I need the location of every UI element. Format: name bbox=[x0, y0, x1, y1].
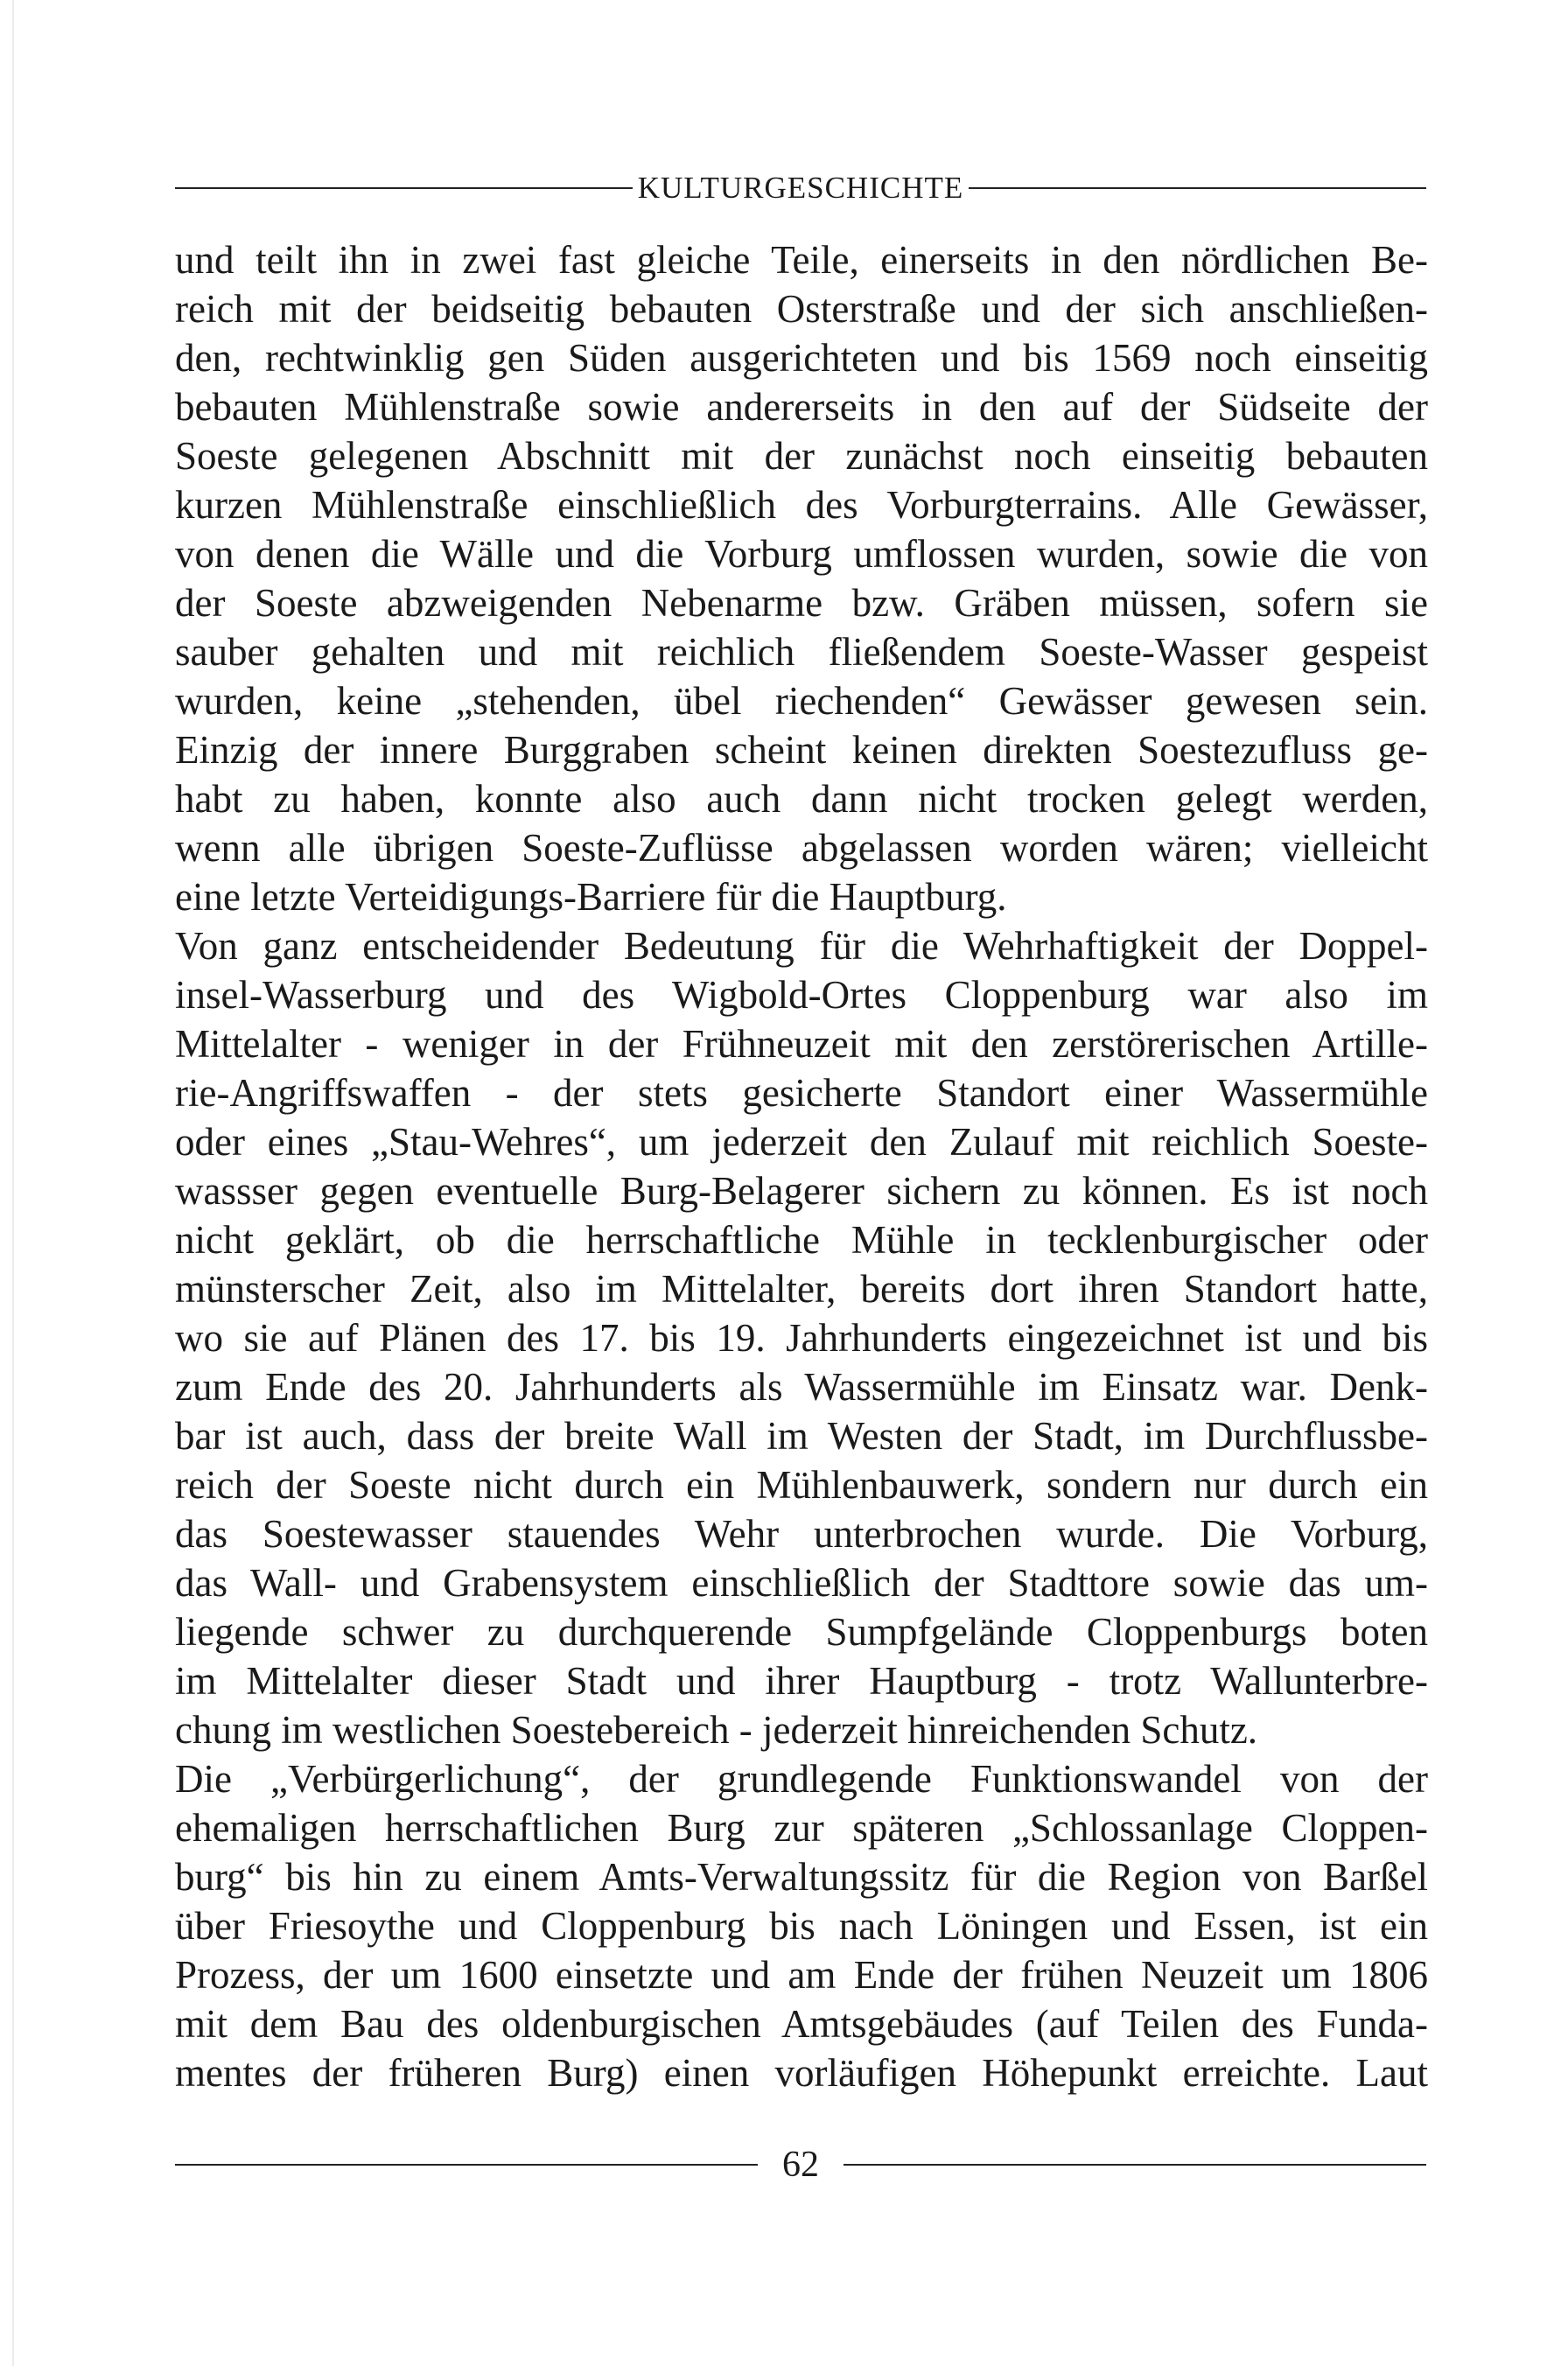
text-line: burg“ bis hin zu einem Amts-Verwaltungssitz für die Region von Barßel bbox=[175, 1855, 1428, 1899]
text-line: insel-Wasserburg und des Wigbold-Ortes Cloppenburg war also im bbox=[175, 973, 1428, 1017]
text-line: münsterscher Zeit, also im Mittelalter, bereits dort ihren Standort hatte, bbox=[175, 1267, 1428, 1311]
text-line: habt zu haben, konnte also auch dann nicht trocken gelegt werden, bbox=[175, 777, 1428, 821]
text-line: mentes der früheren Burg) einen vorläufigen Höhepunkt erreichte. Laut bbox=[175, 2051, 1428, 2095]
text-line: bebauten Mühlenstraße sowie andererseits in den auf der Südseite der bbox=[175, 385, 1428, 429]
text-line: rie-Angriffswaffen - der stets gesicherte Standort einer Wassermühle bbox=[175, 1071, 1428, 1115]
text-line: nicht geklärt, ob die herrschaftliche Mühle in tecklenburgischer oder bbox=[175, 1218, 1428, 1262]
text-line: ehemaligen herrschaftlichen Burg zur späteren „Schlossanlage Cloppen- bbox=[175, 1806, 1428, 1850]
text-line: liegende schwer zu durchquerende Sumpfgelände Cloppenburgs boten bbox=[175, 1610, 1428, 1654]
footer-rule-right bbox=[844, 2164, 1426, 2166]
text-line: kurzen Mühlenstraße einschließlich des Vorburgterrains. Alle Gewässer, bbox=[175, 483, 1428, 527]
running-title: KULTURGESCHICHTE bbox=[637, 171, 964, 205]
text-line: bar ist auch, dass der breite Wall im Westen der Stadt, im Durchflussbe- bbox=[175, 1414, 1428, 1458]
page-footer bbox=[175, 2138, 1426, 2191]
header-rule-left bbox=[175, 187, 633, 189]
text-line: von denen die Wälle und die Vorburg umflossen wurden, sowie die von bbox=[175, 532, 1428, 576]
text-line: wenn alle übrigen Soeste-Zuflüsse abgelassen worden wären; vielleicht bbox=[175, 826, 1428, 870]
text-line: Einzig der innere Burggraben scheint keinen direkten Soestezufluss ge- bbox=[175, 728, 1428, 772]
page-number: 62 bbox=[782, 2145, 819, 2185]
body-text bbox=[175, 235, 1428, 2097]
text-line: den, rechtwinklig gen Süden ausgerichteten und bis 1569 noch einseitig bbox=[175, 336, 1428, 380]
text-line: Die „Verbürgerlichung“, der grundlegende Funktionswandel von der bbox=[175, 1757, 1428, 1801]
text-line: wassser gegen eventuelle Burg-Belagerer sichern zu können. Es ist noch bbox=[175, 1169, 1428, 1213]
text-line: Mittelalter - weniger in der Frühneuzeit mit den zerstörerischen Artille- bbox=[175, 1022, 1428, 1066]
text-line: wo sie auf Plänen des 17. bis 19. Jahrhunderts eingezeichnet ist und bis bbox=[175, 1316, 1428, 1360]
text-line: das Soestewasser stauendes Wehr unterbrochen wurde. Die Vorburg, bbox=[175, 1512, 1428, 1556]
footer-rule-left bbox=[175, 2164, 758, 2166]
text-line: das Wall- und Grabensystem einschließlich der Stadttore sowie das um- bbox=[175, 1561, 1428, 1605]
text-line: im Mittelalter dieser Stadt und ihrer Hauptburg - trotz Wallunterbre- bbox=[175, 1659, 1428, 1703]
text-line: und teilt ihn in zwei fast gleiche Teile, einerseits in den nördlichen Be- bbox=[175, 238, 1428, 282]
text-line: sauber gehalten und mit reichlich fließendem Soeste-Wasser gespeist bbox=[175, 630, 1428, 674]
text-line: eine letzte Verteidigungs-Barriere für die Hauptburg. bbox=[175, 875, 1007, 919]
text-line: reich mit der beidseitig bebauten Osterstraße und der sich anschließen- bbox=[175, 287, 1428, 331]
text-line: reich der Soeste nicht durch ein Mühlenbauwerk, sondern nur durch ein bbox=[175, 1463, 1428, 1507]
text-line: Prozess, der um 1600 einsetzte und am Ende der frühen Neuzeit um 1806 bbox=[175, 1953, 1428, 1997]
header-rule-right bbox=[969, 187, 1426, 189]
text-line: über Friesoythe und Cloppenburg bis nach Löningen und Essen, ist ein bbox=[175, 1904, 1428, 1948]
page-edge bbox=[12, 0, 14, 2366]
text-line: zum Ende des 20. Jahrhunderts als Wassermühle im Einsatz war. Denk- bbox=[175, 1365, 1428, 1409]
running-header bbox=[175, 166, 1426, 210]
text-line: Soeste gelegenen Abschnitt mit der zunächst noch einseitig bebauten bbox=[175, 434, 1428, 478]
text-line: wurden, keine „stehenden, übel riechenden“ Gewässer gewesen sein. bbox=[175, 679, 1428, 723]
text-line: mit dem Bau des oldenburgischen Amtsgebäudes (auf Teilen des Funda- bbox=[175, 2002, 1428, 2046]
text-line: Von ganz entscheidender Bedeutung für die Wehrhaftigkeit der Doppel- bbox=[175, 924, 1428, 968]
text-line: oder eines „Stau-Wehres“, um jederzeit den Zulauf mit reichlich Soeste- bbox=[175, 1120, 1428, 1164]
text-line: der Soeste abzweigenden Nebenarme bzw. Gräben müssen, sofern sie bbox=[175, 581, 1428, 625]
text-line: chung im westlichen Soestebereich - jederzeit hinreichenden Schutz. bbox=[175, 1708, 1258, 1752]
